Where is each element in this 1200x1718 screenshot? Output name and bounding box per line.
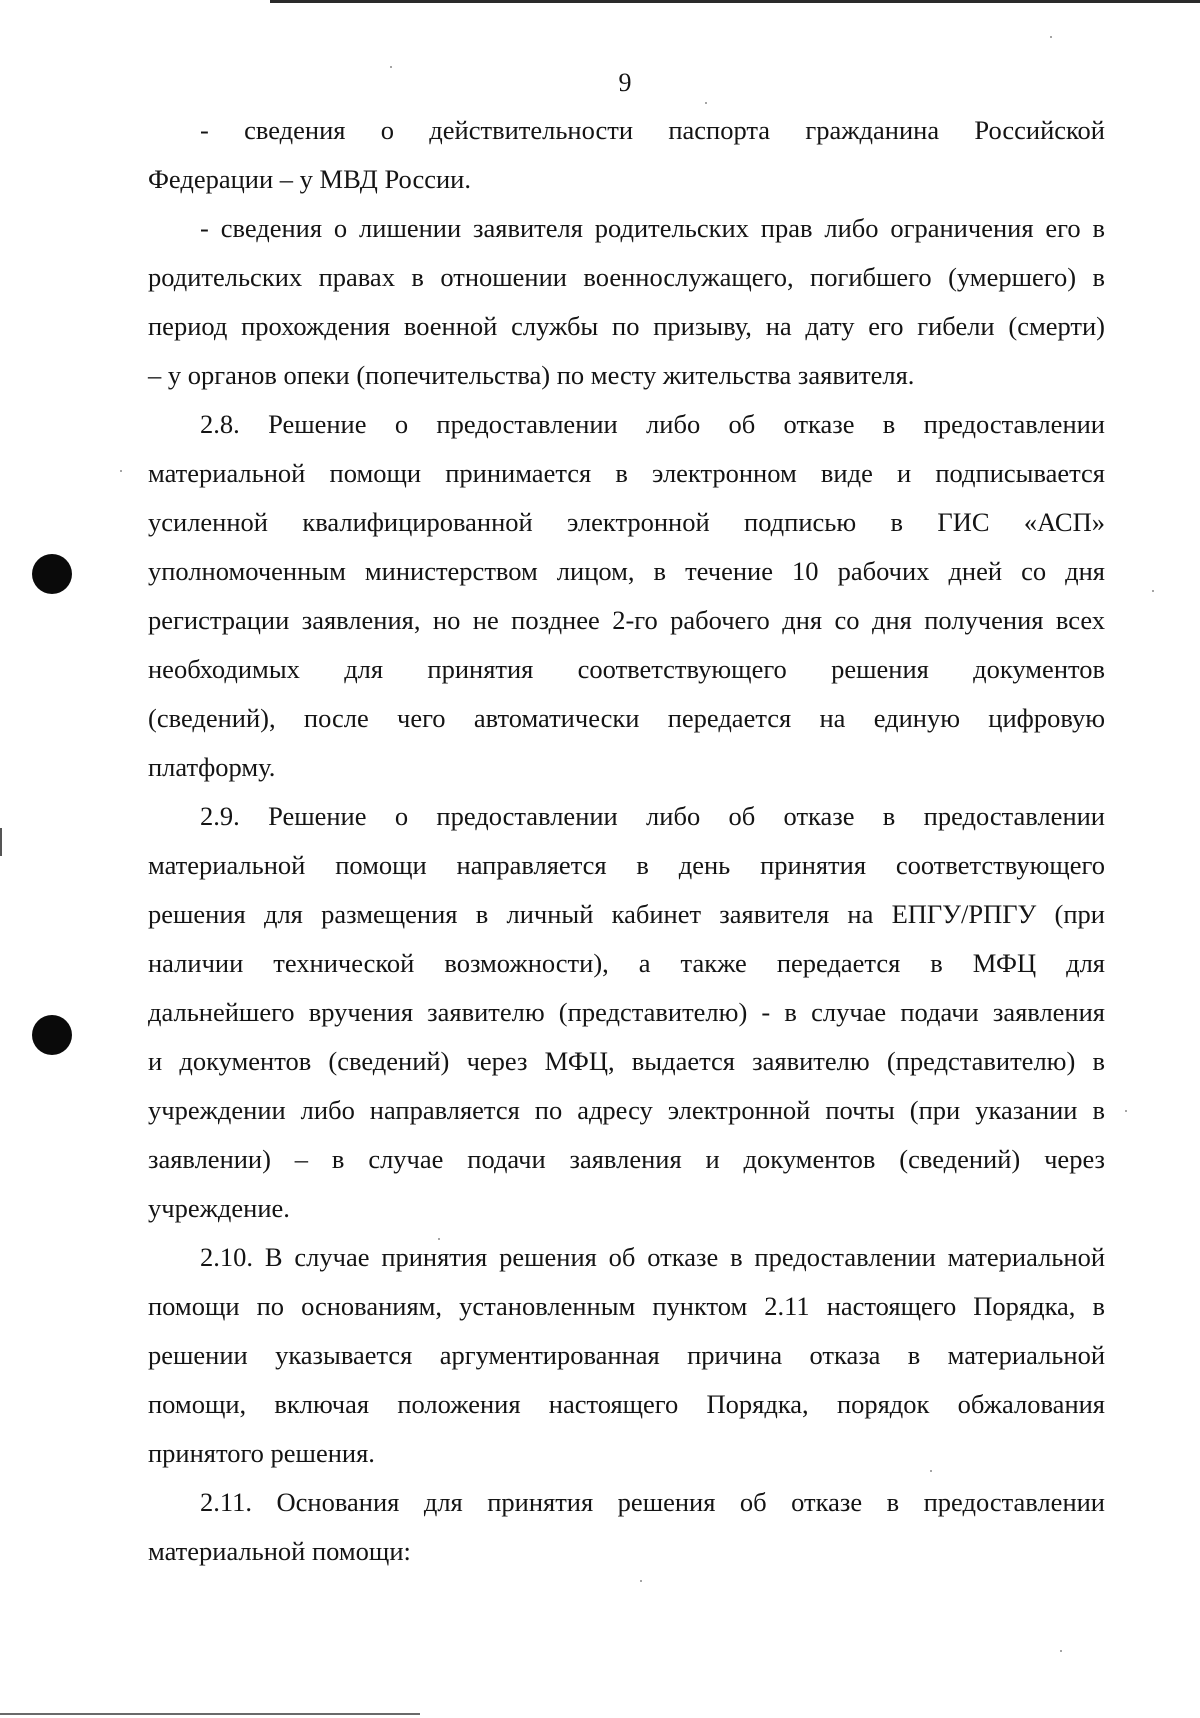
scan-speck [438,1238,440,1240]
paragraph-parental-rights [148,204,1105,400]
scan-top-edge [270,0,1200,3]
paragraph-passport-info [148,106,1105,204]
text-line: решения для размещения в личный кабинет заявителя на ЕПГУ/РПГУ (при [148,899,1105,929]
scan-speck [1125,1110,1127,1112]
scan-left-mark [0,828,2,856]
text-line: помощи, включая положения настоящего Порядка, порядок обжалования [148,1389,1105,1419]
text-line: 2.10. В случае принятия решения об отказе в предоставлении материальной [200,1242,1105,1272]
scan-speck [705,102,707,104]
scan-speck [120,470,122,472]
text-line: заявлении) – в случае подачи заявления и документов (сведений) через [148,1144,1105,1174]
text-line: и документов (сведений) через МФЦ, выдается заявителю (представителю) в [148,1046,1105,1076]
scan-speck [930,1470,932,1472]
text-line: учреждение. [148,1193,290,1223]
paragraph-2-10 [148,1233,1105,1478]
text-line: 2.11. Основания для принятия решения об отказе в предоставлении [200,1487,1105,1517]
document-body [148,106,1105,1576]
text-line: учреждении либо направляется по адресу электронной почты (при указании в [148,1095,1105,1125]
text-line: решении указывается аргументированная причина отказа в материальной [148,1340,1105,1370]
text-line: - сведения о лишении заявителя родительских прав либо ограничения его в [200,213,1105,243]
punch-hole-mark [32,554,72,594]
paragraph-2-11 [148,1478,1105,1576]
text-line: - сведения о действительности паспорта гражданина Российской [200,115,1105,145]
scan-speck [1060,1650,1062,1652]
text-line: Федерации – у МВД России. [148,164,471,194]
text-line: материальной помощи направляется в день принятия соответствующего [148,850,1105,880]
text-line: уполномоченным министерством лицом, в течение 10 рабочих дней со дня [148,556,1105,586]
scan-bottom-edge [0,1713,420,1715]
scan-speck [390,66,392,68]
text-line: платформу. [148,752,276,782]
scan-speck [1152,590,1154,592]
text-line: необходимых для принятия соответствующего решения документов [148,654,1105,684]
page-number: 9 [618,68,632,97]
paragraph-2-9 [148,792,1105,1233]
text-line: – у органов опеки (попечительства) по месту жительства заявителя. [148,360,915,390]
text-line: 2.8. Решение о предоставлении либо об отказе в предоставлении [200,409,1105,439]
scan-speck [1050,36,1052,38]
text-line: (сведений), после чего автоматически передается на единую цифровую [148,703,1105,733]
text-line: дальнейшего вручения заявителю (представителю) - в случае подачи заявления [148,997,1105,1027]
text-line: материальной помощи: [148,1536,411,1566]
punch-hole-mark [32,1015,72,1055]
scan-speck [640,1580,642,1582]
text-line: принятого решения. [148,1438,375,1468]
text-line: регистрации заявления, но не позднее 2-го рабочего дня со дня получения всех [148,605,1105,635]
text-line: наличии технической возможности), а также передается в МФЦ для [148,948,1105,978]
text-line: материальной помощи принимается в электронном виде и подписывается [148,458,1105,488]
text-line: родительских правах в отношении военнослужащего, погибшего (умершего) в [148,262,1105,292]
text-line: усиленной квалифицированной электронной подписью в ГИС «АСП» [148,507,1105,537]
text-line: период прохождения военной службы по призыву, на дату его гибели (смерти) [148,311,1105,341]
paragraph-2-8 [148,400,1105,792]
text-line: 2.9. Решение о предоставлении либо об отказе в предоставлении [200,801,1105,831]
text-line: помощи по основаниям, установленным пунктом 2.11 настоящего Порядка, в [148,1291,1105,1321]
